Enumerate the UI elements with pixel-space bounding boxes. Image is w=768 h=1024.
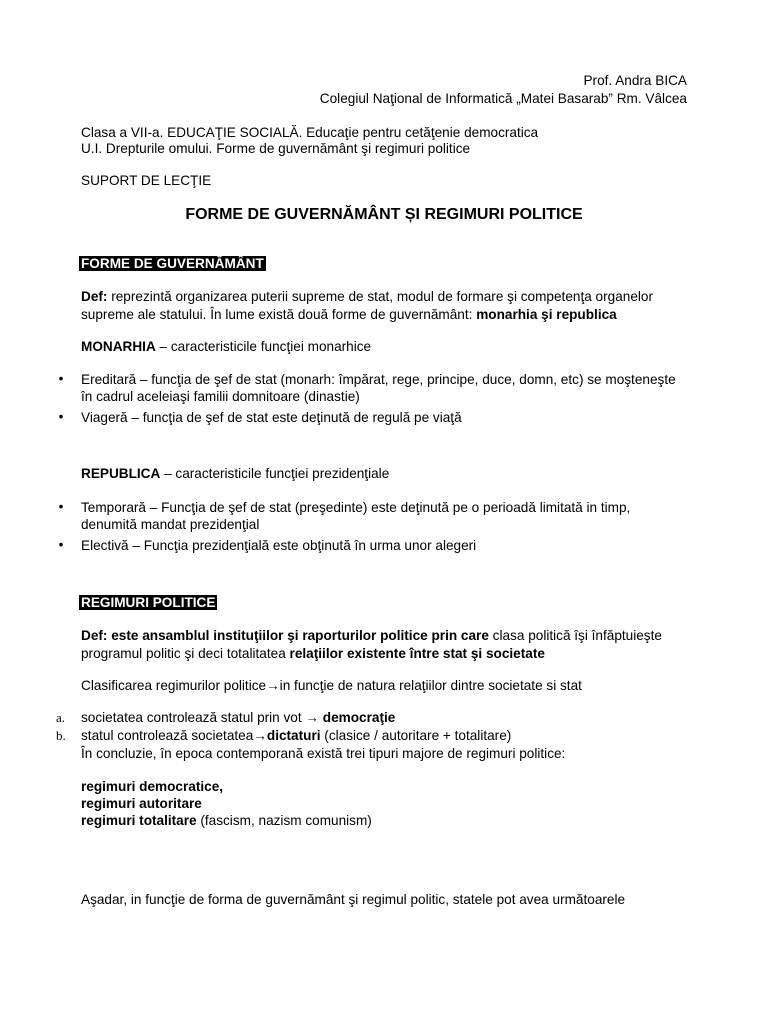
- republica-rest: – caracteristicile funcţiei prezidenţiale: [160, 466, 390, 481]
- classification-text: Clasificarea regimurilor politice→in funcţie de natura relaţiilor dintre societate si stat: [81, 678, 582, 693]
- list-item-temporara: Temporară – Funcţia de şef de stat (preşedinte) este deţinută pe o perioadă limitată in timp,: [81, 500, 631, 515]
- def-bold: este ansamblul instituţiilor şi raporturilor politice prin care: [111, 628, 489, 643]
- type-bold: regimuri totalitare: [81, 813, 197, 828]
- monarhia-heading: [81, 338, 371, 355]
- item-bold: dictaturi: [266, 728, 321, 743]
- type-rest: (fascism, nazism comunism): [196, 813, 372, 828]
- author-name: Prof. Andra BICA: [583, 73, 687, 88]
- def-text: programul politic şi deci totalitatea: [81, 646, 290, 661]
- def-label: Def:: [81, 628, 108, 643]
- bullet-icon: •: [58, 537, 64, 552]
- def-text: supreme ale statului. În lume există două forme de guvernământ:: [81, 307, 477, 322]
- unit-line: U.I. Drepturile omului. Forme de guvernământ şi regimuri politice: [81, 141, 471, 156]
- bullet-icon: •: [58, 499, 64, 514]
- bullet-icon: •: [58, 371, 64, 386]
- list-item-electiva: Electivă – Funcţia prezidenţială este obţinută în urma unor alegeri: [81, 538, 477, 553]
- list-marker: b.: [56, 728, 66, 743]
- class-line: Clasa a VII-a. EDUCAŢIE SOCIALĂ. Educaţie pentru cetăţenie democratica: [81, 125, 539, 140]
- monarhia-label: MONARHIA: [81, 339, 156, 354]
- list-item-democratie: [81, 709, 395, 726]
- final-text: Aşadar, in funcţie de forma de guvernământ şi regimul politic, statele pot avea următoarele: [81, 892, 626, 907]
- republica-label: REPUBLICA: [81, 466, 161, 481]
- definition-regimuri-line2: [81, 645, 545, 662]
- conclusion-text: În concluzie, în epoca contemporană există trei tipuri majore de regimuri politice:: [81, 746, 566, 761]
- list-item-temporara-cont: denumită mandat prezidenţial: [81, 517, 260, 532]
- definition-regimuri: [81, 627, 687, 644]
- def-text: clasa politică îşi înfăptuieşte: [488, 628, 662, 643]
- section-heading-forme: [79, 255, 266, 272]
- definition-forme-line2: [81, 306, 617, 323]
- section-heading-text: REGIMURI POLITICE: [81, 595, 216, 610]
- definition-forme: [81, 288, 653, 305]
- school-name: Colegiul Naţional de Informatică „Matei Basarab” Rm. Vâlcea: [319, 91, 687, 106]
- list-item-viagera: Viageră – funcţia de şef de stat este deţinută de regulă pe viaţă: [81, 410, 462, 425]
- list-marker: a.: [56, 710, 66, 725]
- list-item-dictaturi: [81, 727, 511, 744]
- republica-heading: [81, 465, 389, 482]
- item-bold: democraţie: [322, 710, 396, 725]
- item-text: statul controlează societatea→: [81, 728, 267, 743]
- regime-type-autoritar: regimuri autoritare: [81, 796, 202, 811]
- regime-type-democratic: regimuri democratice,: [81, 779, 224, 794]
- def-label: Def:: [81, 289, 108, 304]
- support-label: SUPORT DE LECŢIE: [81, 173, 212, 188]
- section-heading-regimuri: [79, 594, 217, 611]
- regime-type-totalitar: [81, 812, 372, 829]
- bullet-icon: •: [58, 409, 64, 424]
- item-after: (clasice / autoritare + totalitare): [320, 728, 512, 743]
- list-item-ereditara-cont: în cadrul aceleiaşi familii domnitoare (dinastie): [81, 389, 360, 404]
- monarhia-rest: – caracteristicile funcţiei monarhice: [155, 339, 372, 354]
- def-bold: monarhia şi republica: [476, 307, 617, 322]
- section-heading-text: FORME DE GUVERNĂMÂNT: [81, 256, 264, 271]
- item-text: societatea controlează statul prin vot →: [81, 710, 323, 725]
- list-item-ereditara: Ereditară – funcţia de şef de stat (monarh: împărat, rege, principe, duce, domn, etc) se moşteneşte: [81, 372, 676, 387]
- def-bold: relaţiilor existente între stat şi societate: [289, 646, 545, 661]
- page-title: FORME DE GUVERNĂMÂNT ȘI REGIMURI POLITICE: [185, 206, 583, 223]
- def-text: reprezintă organizarea puterii supreme de stat, modul de formare şi competenţa organelor: [111, 289, 653, 304]
